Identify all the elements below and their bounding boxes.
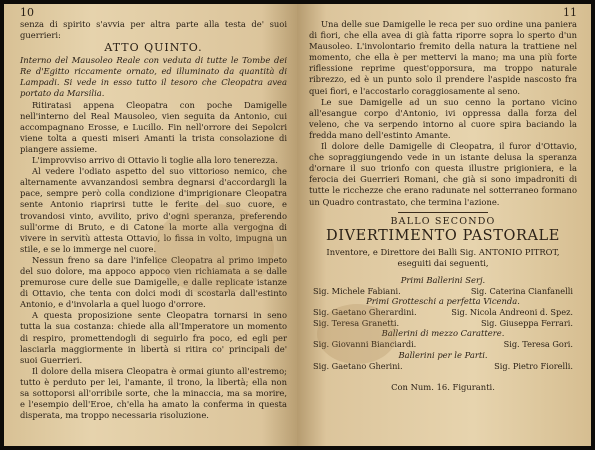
- cast-name: Sig. Gaetano Gherini.: [313, 360, 403, 371]
- paragraph: L'improvviso arrivo di Ottavio li toglie alla loro tenerezza.: [32, 155, 278, 166]
- left-page: [4, 4, 297, 446]
- paragraph: A questa proposizione sente Cleopatra tornarsi in seno tutta la sua costanza: chiede alla all'Imperatore un momento di respiro, promettendogli di seguirlo fra poco, ed egli per lasciarla maggiormente in libertà si ritira co' principali de' suoi Guerrieri.: [20, 310, 287, 365]
- paragraph: Una delle sue Damigelle le reca per suo ordine una paniera di fiori, che ella avea di già fatta riporre sopra lo sperto d'un Mausoleo. L'involontario fremito della natura la trattiene nel momento, che ella è per mettervi la mano; ma una più forte riflessione reprime quest'opporsura, ma troppo naturale ribrezzo, ed è un punto solo il prendere l'aspide nascosto fra quei fiori, e l'accostarlo coraggiosamente al seno.: [309, 19, 577, 96]
- ballo-title: BALLO SECONDO: [390, 215, 496, 227]
- divertimento-title: DIVERTIMENTO PASTORALE: [326, 227, 560, 244]
- page-number: 10: [20, 6, 34, 19]
- section-heading: Ballerini di mezzo Carattere.: [381, 328, 505, 339]
- cast-name: Sig. Caterina Cianfanelli: [470, 285, 573, 296]
- cast-name: Sig. Michele Fabiani.: [313, 285, 401, 296]
- cast-name: Sig. Gaetano Gherardini.: [313, 307, 417, 318]
- paper-stain: [154, 204, 274, 294]
- paragraph: Ritiratasi appena Cleopatra con poche Damigelle nell'interno del Real Mausoleo, vien seguita da Antonio, cui accompagnano Erosse, e Lucillo. Fin nell'orrore dei Sepolcri viene tolta a questi miseri Amanti la trista consolazione di piangere assieme.: [20, 99, 287, 154]
- left-header: [20, 6, 287, 19]
- cast-name: Sig. Teresa Gori.: [503, 339, 573, 350]
- cast-name: Sig. Giovanni Bianciardi.: [313, 339, 417, 350]
- text-line: senza di spirito s'avvia per altra parte alla testa de' suoi guerrieri:: [20, 19, 287, 41]
- paragraph: Il dolore delle Damigelle di Cleopatra, il furor d'Ottavio, che sopraggiungendo vede in un istante delusa la speranza d'ornare il suo trionfo con questa illustre prigioniera, e la ferocia dei Guerrieri Romani, che già si sono impadroniti di tutte le ricchezze che erano radunate nel sotterraneo formano un Quadro contrastato, che termina l'azione.: [309, 141, 577, 207]
- paragraph: Il dolore della misera Cleopatra è ormai giunto all'estremo; tutto è perduto per lei, l'amante, il trono, la libertà; ella non sa sottoporsi all'orribile sorte, che la minaccia, ma sa morire, e l'esempio dell'Eroe, ch'ella ha amato la conferma in questa disperata, ma troppo necessaria risoluzione.: [20, 365, 287, 421]
- paragraph: Al vedere l'odiato aspetto del suo vittorioso nemico, che alternamente avvanzandosi sembra degnarsi d'accordargli la pace, sempre però colla condizione d'imprigionare Cleopatra sente Antonio riaprirsi tutte le ferite del suo cuore, e trovandosi vinto, avvilito, privo d'ogni speranza, preferendo sull'orme di Bruto, e di Catone la morte alla vergogna di vivere in servitù attesta Ottavio, lo fissa in volto, impugna un stile, e se lo immerge nel cuore.: [20, 166, 287, 254]
- section-heading: Primi Grotteschi a perfetta Vicenda.: [366, 296, 520, 307]
- paper-stain: [317, 304, 397, 364]
- page-number: 11: [563, 6, 577, 19]
- cast-name: Sig. Pietro Fiorelli.: [494, 360, 573, 371]
- cast-name: Sig. Teresa Granetti.: [313, 317, 400, 328]
- act-description: Interno del Mausoleo Reale con veduta di tutte le Tombe dei Re d'Egitto riccamente ornato, ed illuminato da quantità di Lampadi. Si vede in esso tutto il tesoro che Cleopatra avea portato da Marsilia.: [20, 55, 287, 99]
- cast-row: [309, 286, 577, 297]
- credit-line: Inventore, e Direttore dei Balli Sig. ANTONIO PITROT, eseguiti dai seguenti,: [326, 246, 560, 268]
- book-spread: [4, 4, 591, 446]
- right-page: [297, 4, 591, 446]
- cast-name: Sig. Nicola Andreoni d. Spez.: [451, 307, 573, 318]
- divider: [398, 212, 488, 213]
- paragraph: Le sue Damigelle ad un suo cenno la portano vicino all'esangue corpo d'Antonio, ivi oppressa dalla forza del veleno, che va serpendo intorno al cuore spira baciando la fredda mano dell'estinto Amante.: [309, 96, 577, 140]
- section-heading: Primi Ballerini Serj.: [400, 274, 486, 285]
- footer-line: Con Num. 16. Figuranti.: [391, 381, 495, 392]
- section-heading: Ballerini per le Parti.: [398, 349, 488, 360]
- paragraph: Nessun freno sa dare l'infelice Cleopatra al primo impeto del suo dolore, ma appoco appoco vien richiamata a se dalle premurose cure delle sue Damigelle, e dalle replicate istanze di Ottavio, che tenta con dolci modi di scostarla dall'estinto Antonio, e d'involarla a quel luogo d'orrore.: [20, 254, 287, 310]
- right-header: [309, 6, 577, 19]
- act-title: ATTO QUINTO.: [104, 41, 203, 55]
- cast-name: Sig. Giuseppa Ferrari.: [480, 317, 573, 328]
